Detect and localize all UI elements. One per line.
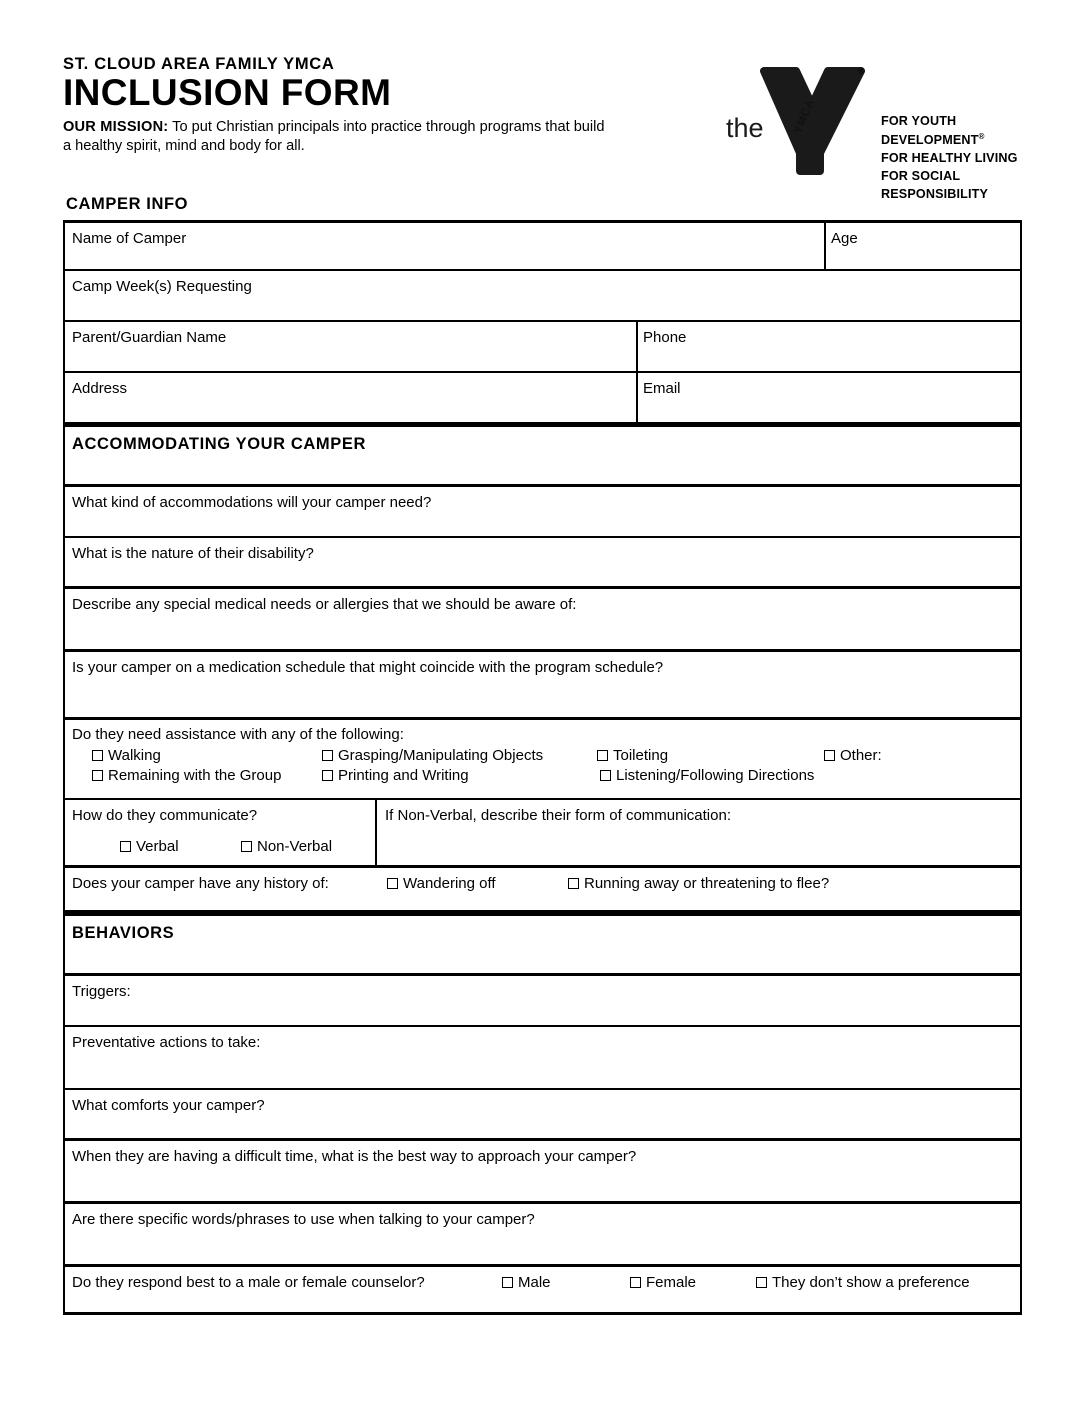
divider-phone xyxy=(636,322,638,371)
checkbox-icon-remaining-group[interactable] xyxy=(92,770,103,781)
label-age: Age xyxy=(831,230,858,247)
checkbox-label-listening-directions: Listening/Following Directions xyxy=(616,767,815,784)
row-q-medication xyxy=(63,652,1022,720)
checkbox-item-male[interactable] xyxy=(502,1274,551,1292)
section-heading-accommodating: ACCOMMODATING YOUR CAMPER xyxy=(72,435,366,453)
checkbox-icon-female[interactable] xyxy=(630,1277,641,1288)
mission-statement xyxy=(63,118,608,157)
checkbox-item-running-away[interactable] xyxy=(568,875,829,893)
checkbox-icon-printing-writing[interactable] xyxy=(322,770,333,781)
label-q-difficult-time: When they are having a difficult time, what is the best way to approach your camper? xyxy=(72,1148,637,1165)
row-q-preventative xyxy=(63,1027,1022,1090)
checkbox-icon-verbal[interactable] xyxy=(120,841,131,852)
checkbox-label-verbal: Verbal xyxy=(136,838,179,855)
checkbox-icon-non-verbal[interactable] xyxy=(241,841,252,852)
checkbox-label-wandering-off: Wandering off xyxy=(403,875,496,892)
checkbox-item-female[interactable] xyxy=(630,1274,696,1292)
label-assistance-prompt: Do they need assistance with any of the following: xyxy=(72,726,404,743)
label-q-nonverbal-describe: If Non-Verbal, describe their form of communication: xyxy=(385,807,731,824)
label-address: Address xyxy=(72,380,128,397)
checkbox-item-grasping[interactable] xyxy=(322,747,543,765)
label-q-comforts: What comforts your camper? xyxy=(72,1097,265,1114)
label-q-triggers: Triggers: xyxy=(72,983,131,1000)
divider-age xyxy=(824,223,826,269)
form-table xyxy=(63,220,1022,1315)
mission-text: To put Christian principals into practice through programs that build a healthy spirit, mind and body for all. xyxy=(63,119,605,155)
row-section-accommodating xyxy=(63,424,1022,487)
checkbox-item-non-verbal[interactable] xyxy=(241,838,332,856)
divider-email xyxy=(636,373,638,422)
tagline-1-registered-icon: ® xyxy=(978,131,985,141)
checkbox-label-grasping: Grasping/Manipulating Objects xyxy=(338,747,544,764)
checkbox-label-male: Male xyxy=(518,1274,551,1291)
checkbox-item-walking[interactable] xyxy=(92,747,161,765)
tagline-1-text: FOR YOUTH DEVELOPMENT xyxy=(881,114,979,148)
tagline-line-3: FOR SOCIAL RESPONSIBILITY xyxy=(881,168,989,201)
label-name-of-camper: Name of Camper xyxy=(72,230,187,247)
checkbox-icon-running-away[interactable] xyxy=(568,878,579,889)
checkbox-item-listening-directions[interactable] xyxy=(600,767,814,785)
row-q-counselor xyxy=(63,1267,1022,1315)
label-q-counselor: Do they respond best to a male or female counselor? xyxy=(72,1274,425,1291)
organization-name: ST. CLOUD AREA FAMILY YMCA xyxy=(63,55,335,73)
row-q-medical xyxy=(63,589,1022,652)
row-address xyxy=(63,373,1022,424)
label-q-communicate: How do they communicate? xyxy=(72,807,258,824)
ymca-y-icon xyxy=(760,65,865,175)
section-heading-camper-info: CAMPER INFO xyxy=(66,195,189,213)
checkbox-icon-wandering-off[interactable] xyxy=(387,878,398,889)
row-parent-guardian xyxy=(63,322,1022,373)
checkbox-label-remaining-group: Remaining with the Group xyxy=(108,767,282,784)
row-assistance-checkboxes xyxy=(63,720,1022,800)
tagline-line-2: FOR HEALTHY LIVING xyxy=(881,150,1018,165)
label-q-medication: Is your camper on a medication schedule that might coincide with the program schedule? xyxy=(72,659,664,676)
row-q-words-phrases xyxy=(63,1204,1022,1267)
checkbox-label-running-away: Running away or threatening to flee? xyxy=(584,875,830,892)
label-q-words-phrases: Are there specific words/phrases to use when talking to your camper? xyxy=(72,1211,535,1228)
row-q-accommodations xyxy=(63,487,1022,538)
checkbox-label-female: Female xyxy=(646,1274,697,1291)
checkbox-icon-grasping[interactable] xyxy=(322,750,333,761)
divider-communication xyxy=(375,800,377,865)
logo-registered-icon: ® xyxy=(858,66,865,76)
checkbox-icon-listening-directions[interactable] xyxy=(600,770,611,781)
label-q-accommodations: What kind of accommodations will your camper need? xyxy=(72,494,432,511)
label-phone: Phone xyxy=(643,329,687,346)
checkbox-icon-toileting[interactable] xyxy=(597,750,608,761)
checkbox-label-other: Other: xyxy=(840,747,882,764)
label-parent-guardian: Parent/Guardian Name xyxy=(72,329,227,346)
checkbox-icon-walking[interactable] xyxy=(92,750,103,761)
checkbox-item-no-preference[interactable] xyxy=(756,1274,970,1292)
label-q-preventative: Preventative actions to take: xyxy=(72,1034,261,1051)
checkbox-item-printing-writing[interactable] xyxy=(322,767,469,785)
checkbox-label-non-verbal: Non-Verbal xyxy=(257,838,333,855)
label-email: Email xyxy=(643,380,681,397)
label-q-disability: What is the nature of their disability? xyxy=(72,545,314,562)
row-section-behaviors xyxy=(63,913,1022,976)
label-q-history: Does your camper have any history of: xyxy=(72,875,329,892)
page-title: INCLUSION FORM xyxy=(63,72,392,114)
row-q-triggers xyxy=(63,976,1022,1027)
header-text-block xyxy=(63,55,663,157)
checkbox-item-verbal[interactable] xyxy=(120,838,179,856)
row-history xyxy=(63,868,1022,913)
checkbox-icon-other[interactable] xyxy=(824,750,835,761)
checkbox-label-no-preference: They don’t show a preference xyxy=(772,1274,970,1291)
label-q-medical: Describe any special medical needs or allergies that we should be aware of: xyxy=(72,596,577,613)
logo-tagline xyxy=(881,113,1028,204)
mission-label: OUR MISSION: xyxy=(63,119,169,136)
section-heading-behaviors: BEHAVIORS xyxy=(72,924,175,942)
checkbox-item-remaining-group[interactable] xyxy=(92,767,281,785)
checkbox-label-printing-writing: Printing and Writing xyxy=(338,767,469,784)
checkbox-icon-no-preference[interactable] xyxy=(756,1277,767,1288)
ymca-logo xyxy=(718,57,1028,201)
row-communication xyxy=(63,800,1022,868)
tagline-line-1 xyxy=(881,113,1028,150)
checkbox-label-toileting: Toileting xyxy=(613,747,669,764)
logo-ymca-stem-text: YMCA xyxy=(792,97,817,136)
checkbox-icon-male[interactable] xyxy=(502,1277,513,1288)
checkbox-item-toileting[interactable] xyxy=(597,747,668,765)
checkbox-label-walking: Walking xyxy=(108,747,161,764)
row-q-disability xyxy=(63,538,1022,589)
label-camp-weeks: Camp Week(s) Requesting xyxy=(72,278,252,295)
row-q-difficult-time xyxy=(63,1141,1022,1204)
logo-the-text: the xyxy=(726,113,764,143)
row-camp-weeks xyxy=(63,271,1022,322)
row-q-comforts xyxy=(63,1090,1022,1141)
checkbox-item-other[interactable] xyxy=(824,747,882,765)
checkbox-item-wandering-off[interactable] xyxy=(387,875,496,893)
page-header xyxy=(63,55,1023,201)
row-name-of-camper xyxy=(63,220,1022,271)
